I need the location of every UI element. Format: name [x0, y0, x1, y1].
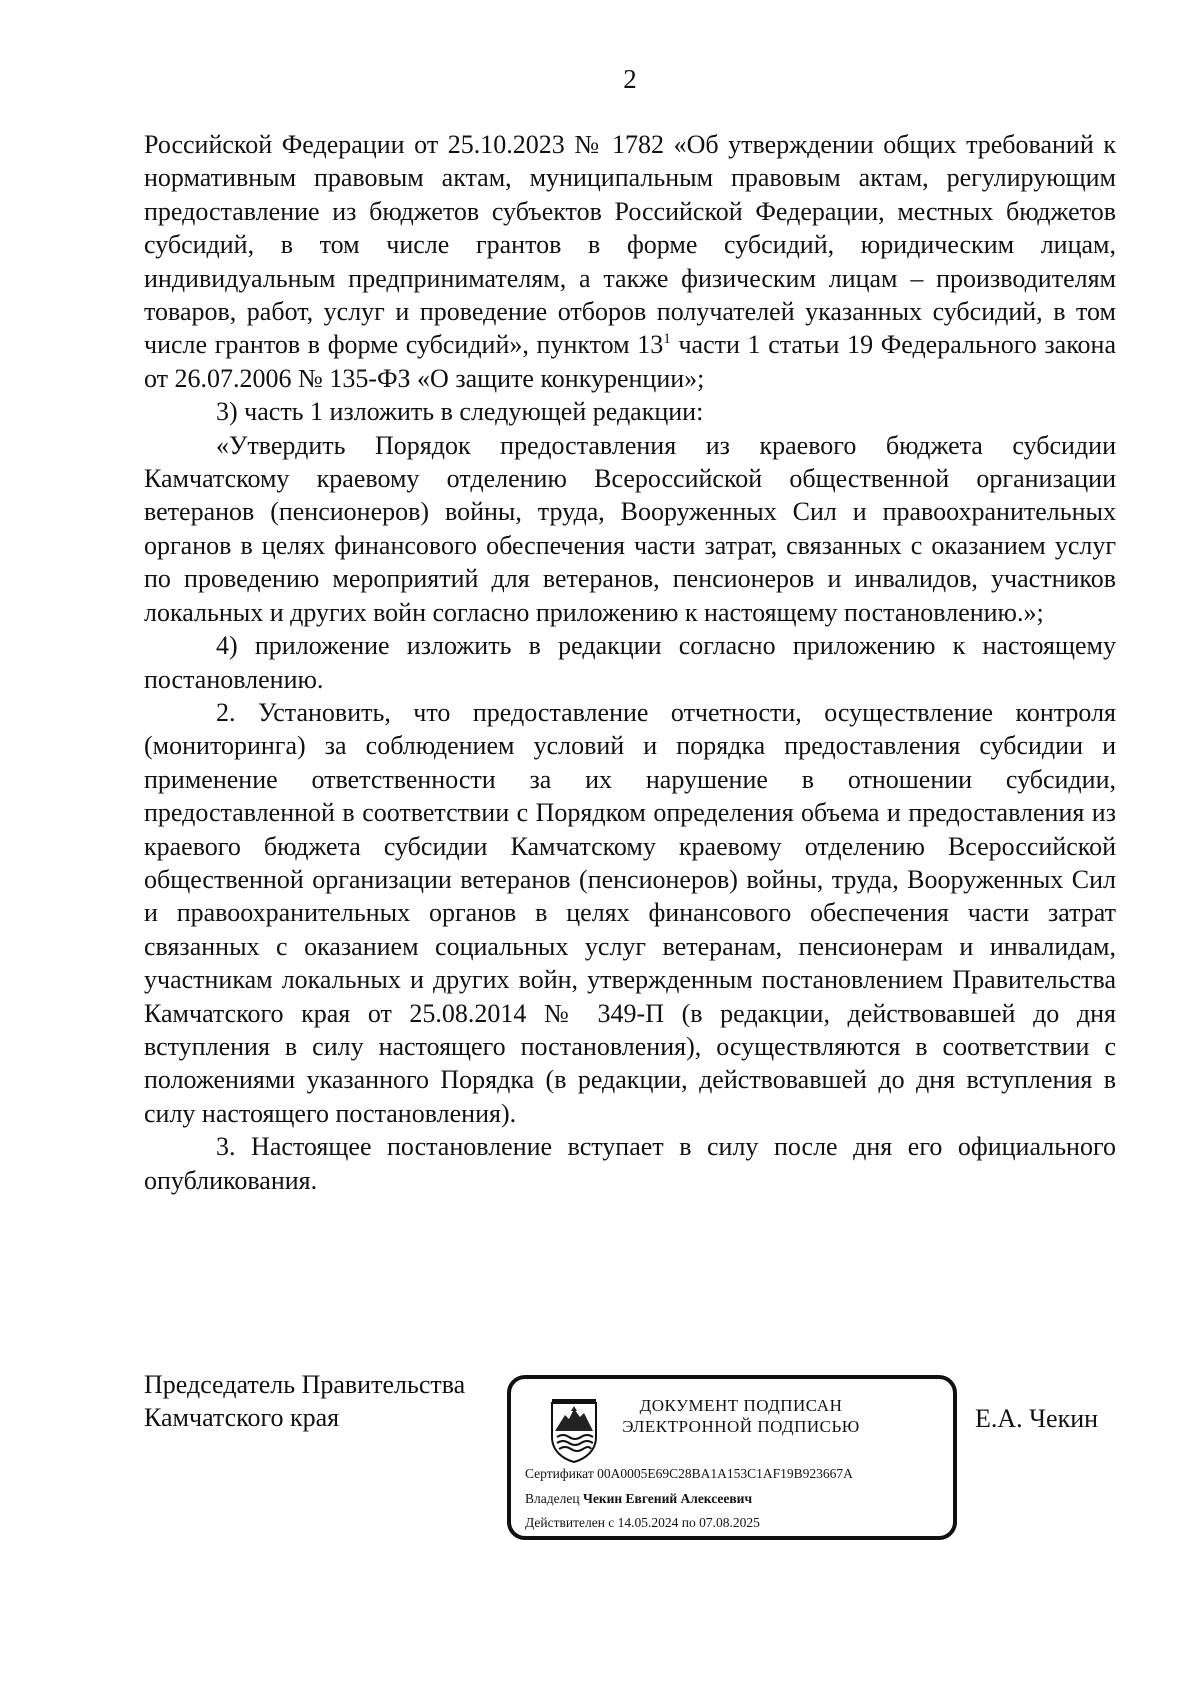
electronic-signature-stamp: [507, 1375, 957, 1540]
stamp-heading-line-2: ЭЛЕКТРОННОЙ ПОДПИСЬЮ: [622, 1417, 860, 1436]
valid-from: 14.05.2024: [617, 1515, 679, 1530]
kamchatka-emblem-icon: [549, 1397, 599, 1463]
paragraph-clause-3: 3. Настоящее постановление вступает в силу после дня его официального опубликования.: [144, 1132, 1116, 1195]
stamp-heading: [621, 1395, 861, 1437]
paragraph-quote: «Утвердить Порядок предоставления из краевого бюджета субсидии Камчатскому краевому отделению Всероссийской общественной организации ветеранов (пенсионеров) войны, труда, Вооруженных Сил и правоохранительных органов в целях финансового обеспечения части затрат, связанных с оказанием услуг по проведению мероприятий для ветеранов, пенсионеров и инвалидов, участников локальных и других войн согласно приложению к настоящему постановлению.»;: [144, 430, 1116, 627]
stamp-validity: [525, 1515, 760, 1531]
stamp-heading-line-1: ДОКУМЕНТ ПОДПИСАН: [639, 1396, 843, 1415]
owner-value: Чекин Евгений Алексеевич: [582, 1491, 753, 1506]
certificate-value: 00A0005E69C28BA1A153C1AF19B923667A: [597, 1466, 853, 1481]
paragraph-continuation: [144, 128, 1116, 395]
page-number: 2: [623, 64, 637, 94]
signatory-name: Е.А. Чекин: [975, 1404, 1099, 1433]
stamp-owner: [525, 1491, 752, 1507]
signatory-position-line-2: Камчатского края: [144, 1403, 340, 1432]
valid-to: 07.08.2025: [699, 1515, 760, 1530]
owner-label: Владелец: [525, 1491, 580, 1506]
validity-label: Действителен с: [525, 1515, 615, 1530]
stamp-certificate: [525, 1466, 853, 1482]
validity-to-label: по: [681, 1515, 696, 1530]
paragraph-item-3: 3) часть 1 изложить в следующей редакции:: [216, 397, 704, 427]
paragraph-1-text: Российской Федерации от 25.10.2023 № 1782 «Об утверждении общих требований к нормативным правовым актам, муниципальным правовым актам, регулирующим предоставление из бюджетов субъектов Российской Федерации, местных бюджетов субсидий, в том числе грантов в форме субсидий, юридическим лицам, индивидуальным предпринимателям, а также физическим лицам – производителям товаров, работ, услуг и проведение отборов получателей указанных субсидий, в том числе грантов в форме субсидий», пунктом 13: [144, 130, 1116, 360]
certificate-label: Сертификат: [525, 1466, 594, 1481]
paragraph-clause-2: 2. Установить, что предоставление отчетности, осуществление контроля (мониторинга) за соблюдением условий и порядка предоставления субсидии и применение ответственности за их нарушение в отношении субсидии, предоставленной в соответствии с Порядком определения объема и предоставления из краевого бюджета субсидии Камчатскому краевому отделению Всероссийской общественной организации ветеранов (пенсионеров) войны, труда, Вооруженных Сил и правоохранительных органов в целях финансового обеспечения части затрат связанных с оказанием социальных услуг ветеранам, пенсионерам и инвалидам, участникам локальных и других войн, утвержденным постановлением Правительства Камчатского края от 25.08.2014 № 349-П (в редакции, действовавшей до дня вступления в силу настоящего постановления), осуществляются в соответствии с положениями указанного Порядка (в редакции, действовавшей до дня вступления в силу настоящего постановления).: [144, 697, 1116, 1128]
paragraph-item-4: 4) приложение изложить в редакции согласно приложению к настоящему постановлению.: [144, 631, 1116, 694]
document-body: [144, 128, 1116, 1197]
paragraph-1-superscript: 1: [663, 331, 671, 348]
paragraph-1-text-end: части 1 статьи 19 Федерального закона от 26.07.2006 № 135-ФЗ «О защите конкуренции»;: [144, 330, 1116, 393]
signatory-position-line-1: Председатель Правительства: [144, 1370, 466, 1399]
signatory-position: [144, 1368, 465, 1434]
